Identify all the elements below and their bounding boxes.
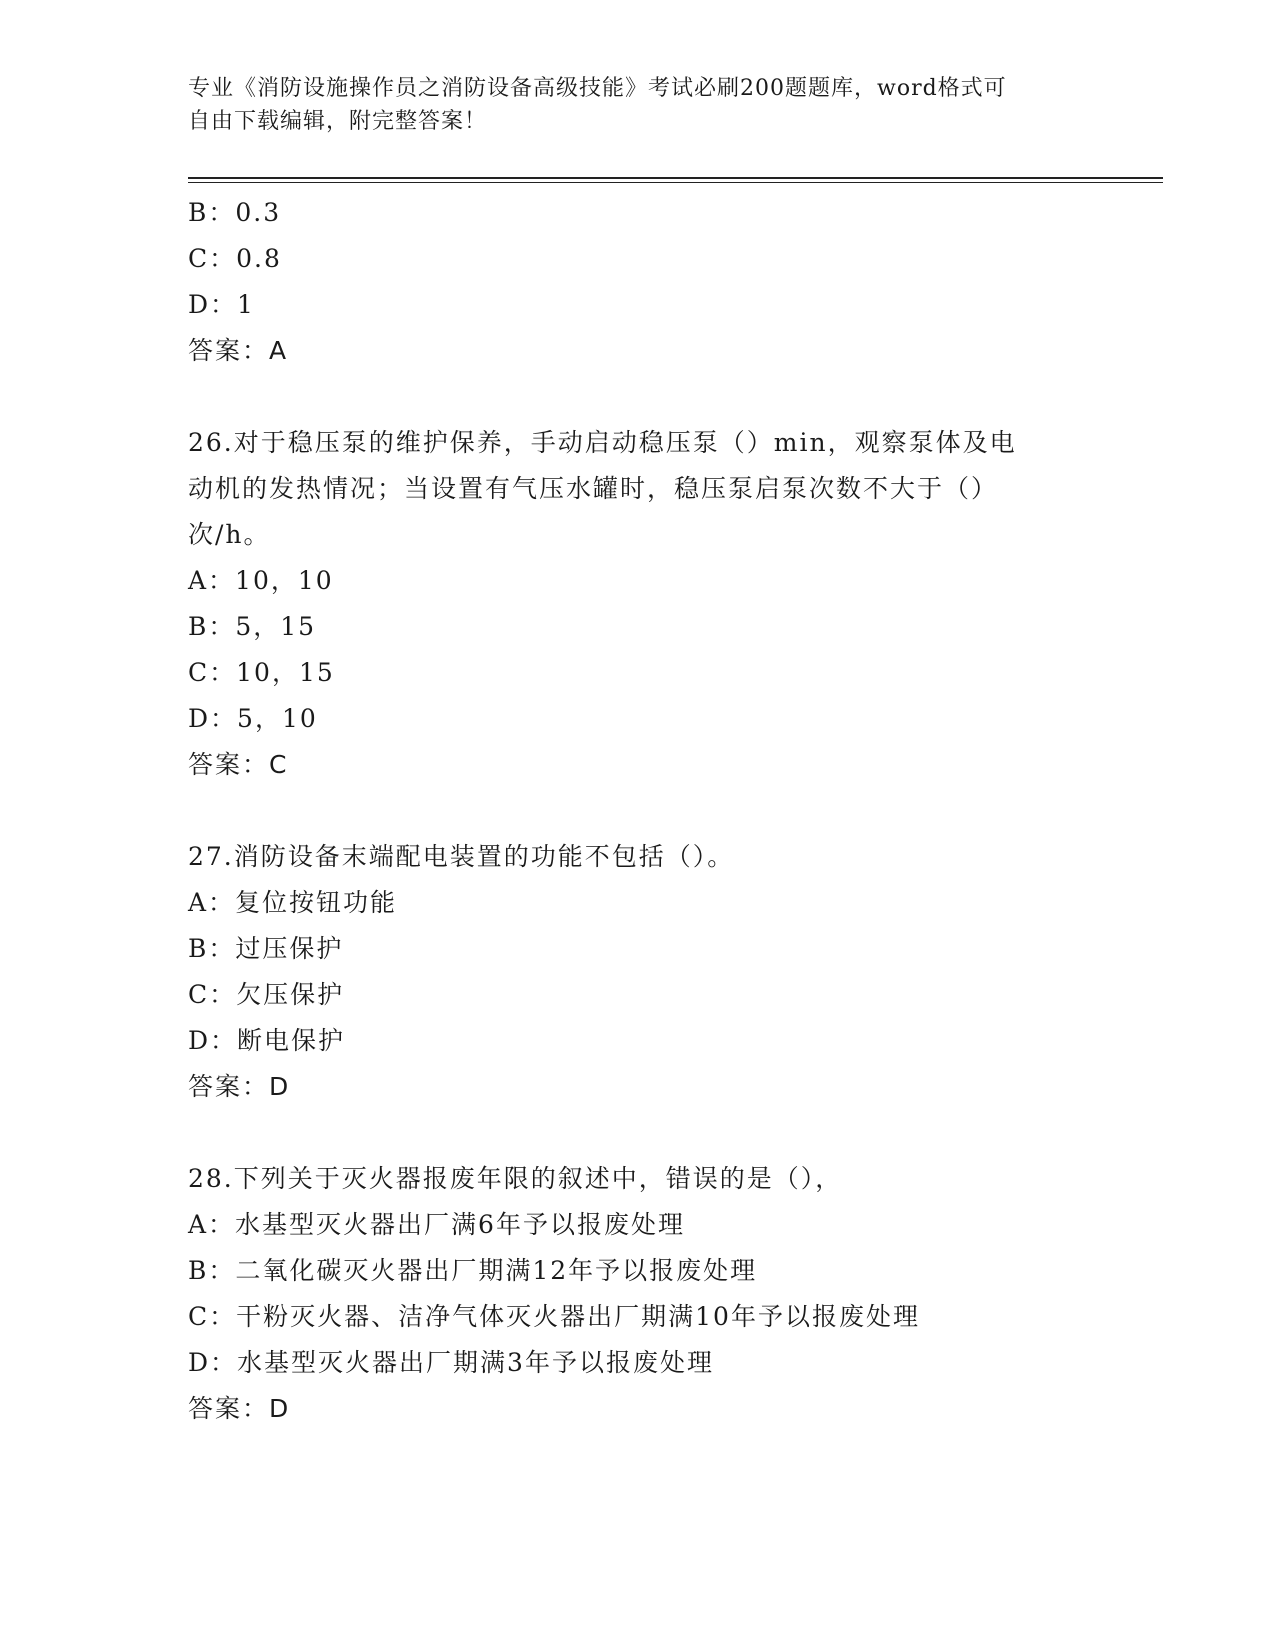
answer-line: 答案：D — [188, 1394, 291, 1423]
question-stem-line: 动机的发热情况；当设置有气压水罐时，稳压泵启泵次数不大于（） — [188, 474, 999, 503]
spacer — [188, 788, 1088, 834]
header-divider-thin — [188, 182, 1163, 183]
answer-line: 答案：C — [188, 750, 289, 779]
header-line-2: 自由下载编辑，附完整答案！ — [188, 109, 488, 134]
spacer — [188, 374, 1088, 420]
question-stem-line: 次/h。 — [188, 520, 271, 549]
question-stem-line: 26.对于稳压泵的维护保养，手动启动稳压泵（）min，观察泵体及电 — [188, 428, 1017, 457]
option-b: B：0.3 — [188, 198, 282, 227]
answer-line: 答案：A — [188, 336, 289, 365]
question-block-28 — [188, 1156, 1088, 1432]
option-a: A：复位按钮功能 — [188, 888, 398, 917]
question-stem-line: 27.消防设备末端配电装置的功能不包括（）。 — [188, 842, 735, 871]
question-block-26 — [188, 420, 1088, 788]
question-list — [188, 190, 1088, 1432]
question-block-prev — [188, 190, 1088, 374]
question-stem-line: 28.下列关于灭火器报废年限的叙述中，错误的是（）， — [188, 1164, 843, 1193]
option-c: C：10，15 — [188, 658, 335, 687]
option-d: D：1 — [188, 290, 255, 319]
option-a: A：水基型灭火器出厂满6年予以报废处理 — [188, 1210, 685, 1239]
document-header — [188, 72, 1088, 138]
option-b: B：过压保护 — [188, 934, 344, 963]
option-c: C：0.8 — [188, 244, 282, 273]
header-divider-thick — [188, 177, 1163, 179]
option-d: D：5，10 — [188, 704, 318, 733]
question-block-27 — [188, 834, 1088, 1110]
header-line-1: 专业《消防设施操作员之消防设备高级技能》考试必刷200题题库，word格式可 — [188, 76, 1007, 101]
option-b: B：5，15 — [188, 612, 317, 641]
option-b: B：二氧化碳灭火器出厂期满12年予以报废处理 — [188, 1256, 758, 1285]
spacer — [188, 1110, 1088, 1156]
option-c: C：欠压保护 — [188, 980, 345, 1009]
option-a: A：10，10 — [188, 566, 334, 595]
option-d: D：断电保护 — [188, 1026, 346, 1055]
option-c: C：干粉灭火器、洁净气体灭火器出厂期满10年予以报废处理 — [188, 1302, 920, 1331]
answer-line: 答案：D — [188, 1072, 291, 1101]
option-d: D：水基型灭火器出厂期满3年予以报废处理 — [188, 1348, 714, 1377]
